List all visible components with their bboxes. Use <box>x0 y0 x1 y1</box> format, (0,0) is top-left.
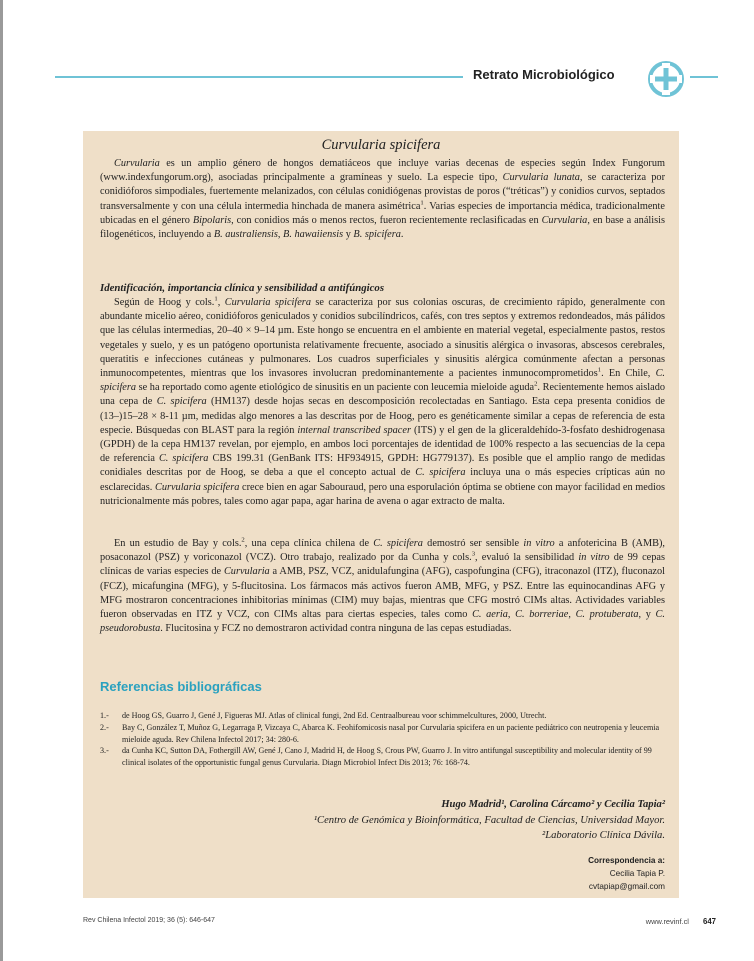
journal-logo-icon <box>647 60 685 98</box>
reference-number: 1.- <box>100 711 109 720</box>
correspondence-email[interactable]: cvtapiap@gmail.com <box>588 882 665 891</box>
affiliation-1: ¹Centro de Genómica y Bioinformática, Facultad de Ciencias, Universidad Mayor. <box>313 814 665 826</box>
footer-website[interactable]: www.revinf.cl <box>645 917 689 926</box>
reference-text: Bay C, González T, Muñoz G, Legarraga P, Vizcaya C, Abarca K. Feohifomicosis nasal por Curvularia spicifera en un paciente pediátrico con neutropenia y leucemia mieloide aguda. Rev Chilena Infectol 2017; 34: 280-6. <box>122 723 660 744</box>
page-edge <box>0 0 3 961</box>
page-number: 647 <box>702 917 716 926</box>
author-names: Hugo Madrid¹, Carolina Cárcamo² y Cecilia Tapia² <box>441 799 665 810</box>
footer-citation: Rev Chilena Infectol 2019; 36 (5): 646-647 <box>83 917 215 924</box>
header-rule-left <box>55 76 463 78</box>
reference-text: da Cunha KC, Sutton DA, Fothergill AW, Gené J, Cano J, Madrid H, de Hoog S, Crous PW, Guarro J. In vitro antifungal susceptibility and molecular identity of 99 clinical isolates of the opportunistic fungal genus Curvularia. Diagn Microbiol Infect Dis 2013; 76: 168-74. <box>122 746 652 767</box>
header-rule-right <box>690 76 718 78</box>
reference-text: de Hoog GS, Guarro J, Gené J, Figueras MJ. Atlas of clinical fungi, 2nd Ed. Centraalbureau voor schimmelcultures, 2000, Utrecht. <box>122 711 547 720</box>
references-heading: Referencias bibliográficas <box>100 679 262 694</box>
reference-number: 2.- <box>100 723 109 732</box>
section-heading: Identificación, importancia clínica y sensibilidad a antifúngicos <box>100 282 385 294</box>
susceptibility-paragraph: En un estudio de Bay y cols.$^2$, una cepa clínica chilena de C. spicifera demostró ser sensible in vitro a anfotericina B (AMB), posaconazol (PSZ) y voriconazol (VCZ). Otro trabajo, realizado por da Cunha y cols.$^3$, evaluó la sensibilidad in vitro de 99 cepas clínicas de varias especies de Curvularia a AMB, PSZ, VCZ, anidulafungina (AFG), caspofungina (CFG), itraconazol (ITZ), fluconazol (FCZ), micafungina (MFG), y 5-flucitosina. Los fármacos más activos fueron AMB, MFG, y PSZ. Entre las equinocandinas AFG y MFG mostraron concentraciones inhibitorias mínimas (CIM) muy bajas, mientras que CFG mostró CIMs altas. Actividades variables fueron observadas en ITZ y VCZ, con CIMs altas para ciertas especies, tales como C. aeria, C. borreriae, C. protuberata, y C. pseudorobusta. Flucitosina y FCZ no demostraron actividad contra ninguna de las cepas estudiadas. <box>100 536 665 635</box>
correspondence-name: Cecilia Tapia P. <box>609 869 665 878</box>
article-title: Curvularia spicifera <box>321 137 441 153</box>
reference-item <box>100 710 665 722</box>
identification-paragraph: Según de Hoog y cols.$^1$, Curvularia spicifera se caracteriza por sus colonias oscuras, de crecimiento rápido, generalmente con abundante micelio aéreo, conidióforos geniculados y conidios subcilíndricos, cafés, con tres septos y extremos redondeados, más pálidos que las células intermedias, 20–40 × 9–14 µm. Este hongo se encuentra en el ambiente en material vegetal, especialmente pastos, restos vegetales y suelo, y es un patógeno oportunista relativamente frecuente, asociado a sinusitis alérgica o invasoras, abscesos cerebrales, queratitis e infecciones cutáneas y pulmonares. Los cuadros superficiales y sinusitis alérgica comúnmente afectan a personas inmunocompetentes, mientras que los invasores involucran predominantemente a pacientes inmunocomprometidos$^1$. En Chile, C. spicifera se ha reportado como agente etiológico de sinusitis en un paciente con leucemia mieloide aguda$^2$. Recientemente hemos aislado una cepa de C. spicifera (HM137) desde hojas secas en descomposición recolectadas en Santiago. Esta cepa presenta conidios de (13–)15–28 × 8-11 µm, medidas algo menores a las descritas por de Hoog, pero es genéticamente similar a cepas de referencia de esta especie. Búsquedas con BLAST para la región internal transcribed spacer (ITS) y el gen de la gliceraldehído-3-fosfato deshidrogenasa (GPDH) de la cepa HM137 revelan, por ejemplo, en ambos loci porcentajes de identidad de 100% respecto a las secuencias de la cepa de referencia C. spicifera CBS 199.31 (GenBank ITS: HF934915, GPDH: HG779137). Es posible que el amplio rango de medidas conidiales descritas por de Hoog, se deba a que el concepto actual de C. spicifera incluya una o más especies crípticas aún no esclarecidas. Curvularia spicifera crece bien en agar Sabouraud, pero una esporulación óptima se obtiene con mayor facilidad en medios nutricionalmente más pobres, tales como agar papa, agar harina de avena o agar extracto de malta. <box>100 295 666 507</box>
author-block <box>314 797 665 844</box>
reference-item <box>100 745 665 769</box>
section-title: Retrato Microbiológico <box>473 67 615 82</box>
correspondence-heading: Correspondencia a: <box>588 856 665 865</box>
intro-paragraph: Curvularia es un amplio género de hongos dematiáceos que incluye varias decenas de especies según Index Fungorum (www.indexfungorum.org), asociadas principalmente a gramíneas y suelo. La especie tipo, Curvularia lunata, se caracteriza por conidióforos simpodiales, fuertemente melanizados, con células conidiógenas provistas de poros (“tréticas”) y conidios curvos, septados transversalmente y con una célula intermedia hinchada de manera asimétrica$^1$. Varias especies de importancia médica, tradicionalmente ubicadas en el género Bipolaris, con conidios más o menos rectos, fueron recientemente reclasificadas en Curvularia, en base a análisis filogenéticos, incluyendo a B. australiensis, B. hawaiiensis y B. spicifera. <box>100 158 665 241</box>
reference-number: 3.- <box>100 746 109 755</box>
article-panel <box>83 131 679 898</box>
reference-item <box>100 722 665 746</box>
footer-right <box>646 917 716 926</box>
affiliation-2: ²Laboratorio Clínica Dávila. <box>542 830 665 841</box>
correspondence-block <box>588 854 665 893</box>
